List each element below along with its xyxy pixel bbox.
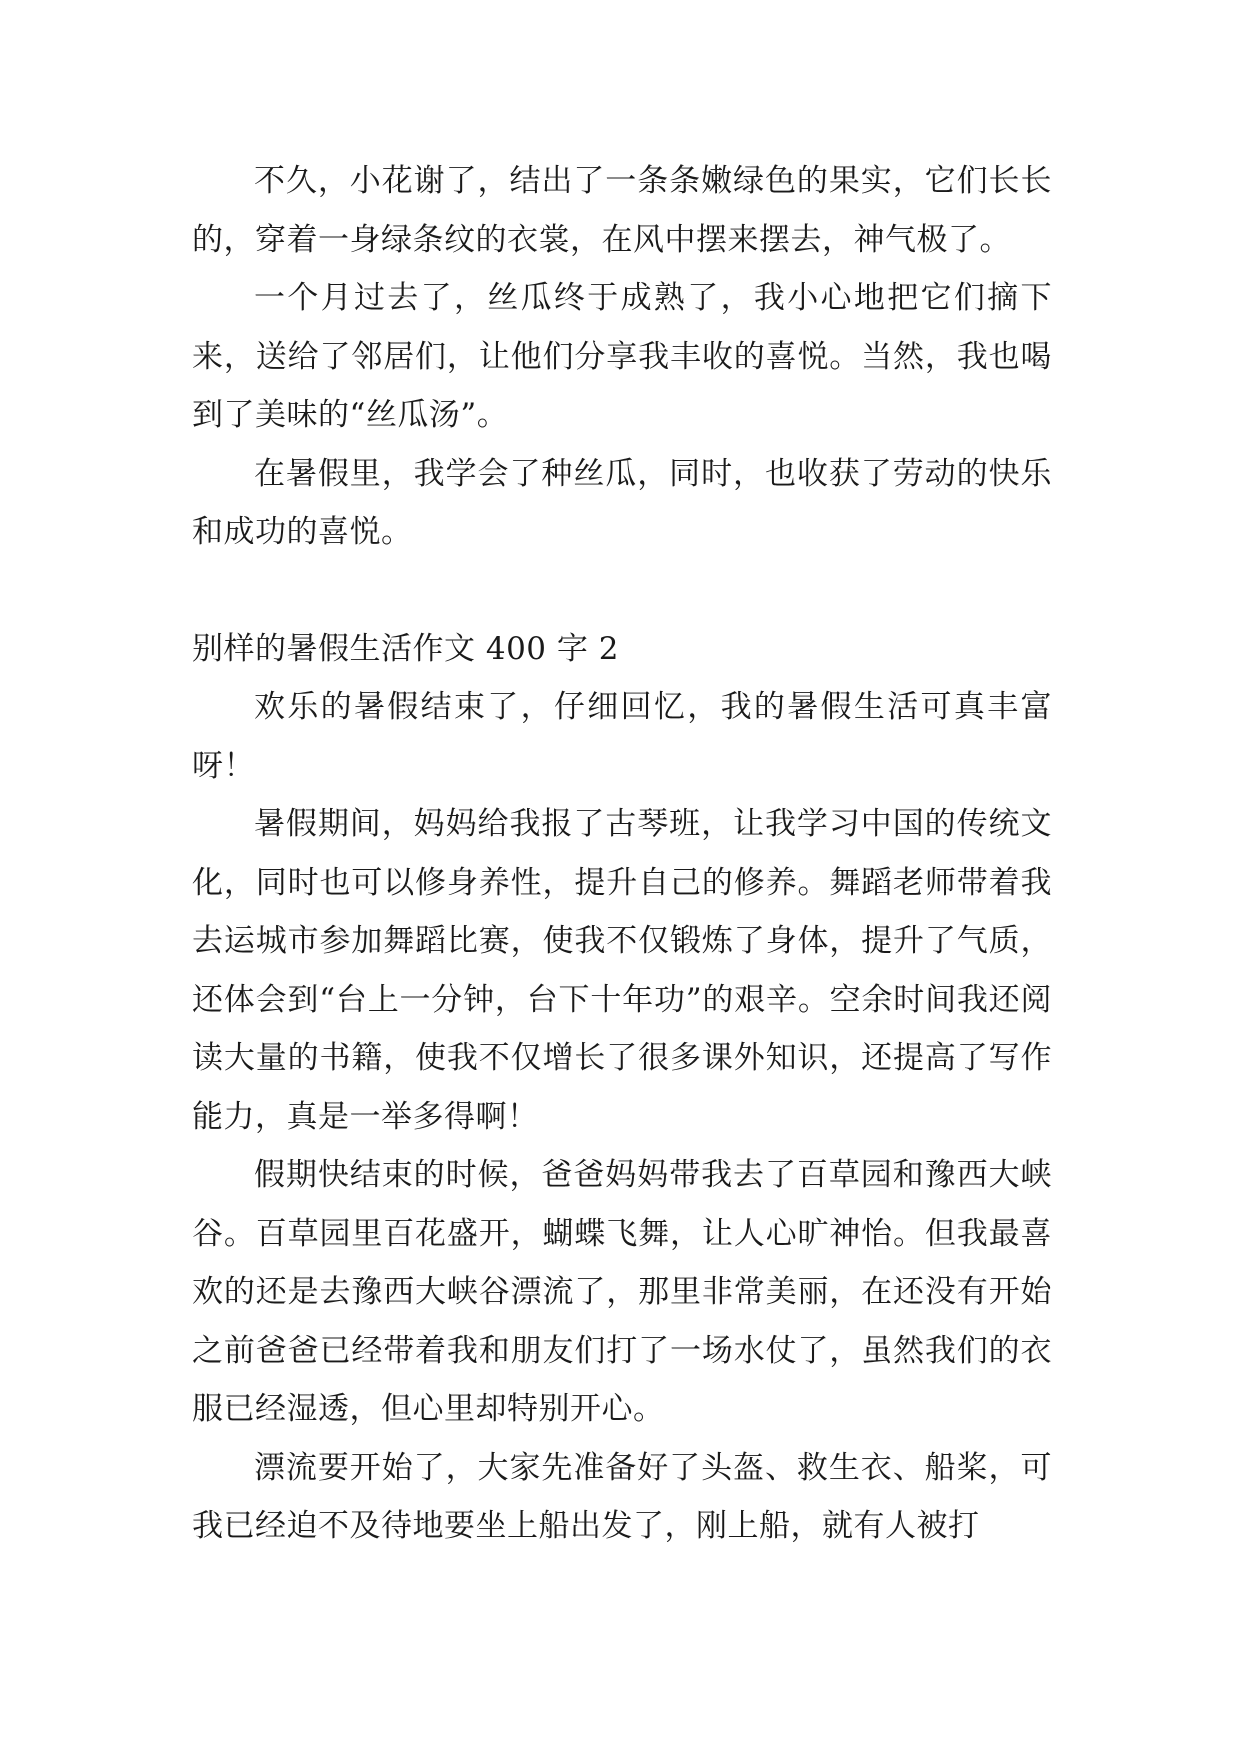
paragraph: 漂流要开始了，大家先准备好了头盔、救生衣、船桨，可我已经迫不及待地要坐上船出发了，刚上船，就有人被打 xyxy=(192,1449,1052,1544)
paragraph: 假期快结束的时候，爸爸妈妈带我去了百草园和豫西大峡谷。百草园里百花盛开，蝴蝶飞舞，让人心旷神怡。但我最喜欢的还是去豫西大峡谷漂流了，那里非常美丽，在还没有开始之前爸爸已经带着我和朋友们打了一场水仗了，虽然我们的衣服已经湿透，但心里却特别开心。 xyxy=(192,1157,1052,1427)
section-heading: 别样的暑假生活作文 400 字 2 xyxy=(192,630,619,667)
paragraph: 不久，小花谢了，结出了一条条嫩绿色的果实，它们长长的，穿着一身绿条纹的衣裳，在风中摆来摆去，神气极了。 xyxy=(192,163,1052,258)
document-body xyxy=(192,152,1052,1556)
paragraph: 欢乐的暑假结束了，仔细回忆，我的暑假生活可真丰富呀！ xyxy=(192,689,1052,784)
paragraph: 在暑假里，我学会了种丝瓜，同时，也收获了劳动的快乐和成功的喜悦。 xyxy=(192,455,1052,550)
paragraph: 暑假期间，妈妈给我报了古琴班，让我学习中国的传统文化，同时也可以修身养性，提升自己的修养。舞蹈老师带着我去运城市参加舞蹈比赛，使我不仅锻炼了身体，提升了气质，还体会到“台上一分钟，台下十年功”的艰辛。空余时间我还阅读大量的书籍，使我不仅增长了很多课外知识，还提高了写作能力，真是一举多得啊！ xyxy=(192,806,1052,1135)
paragraph: 一个月过去了，丝瓜终于成熟了，我小心地把它们摘下来，送给了邻居们，让他们分享我丰收的喜悦。当然，我也喝到了美味的“丝瓜汤”。 xyxy=(192,280,1052,433)
